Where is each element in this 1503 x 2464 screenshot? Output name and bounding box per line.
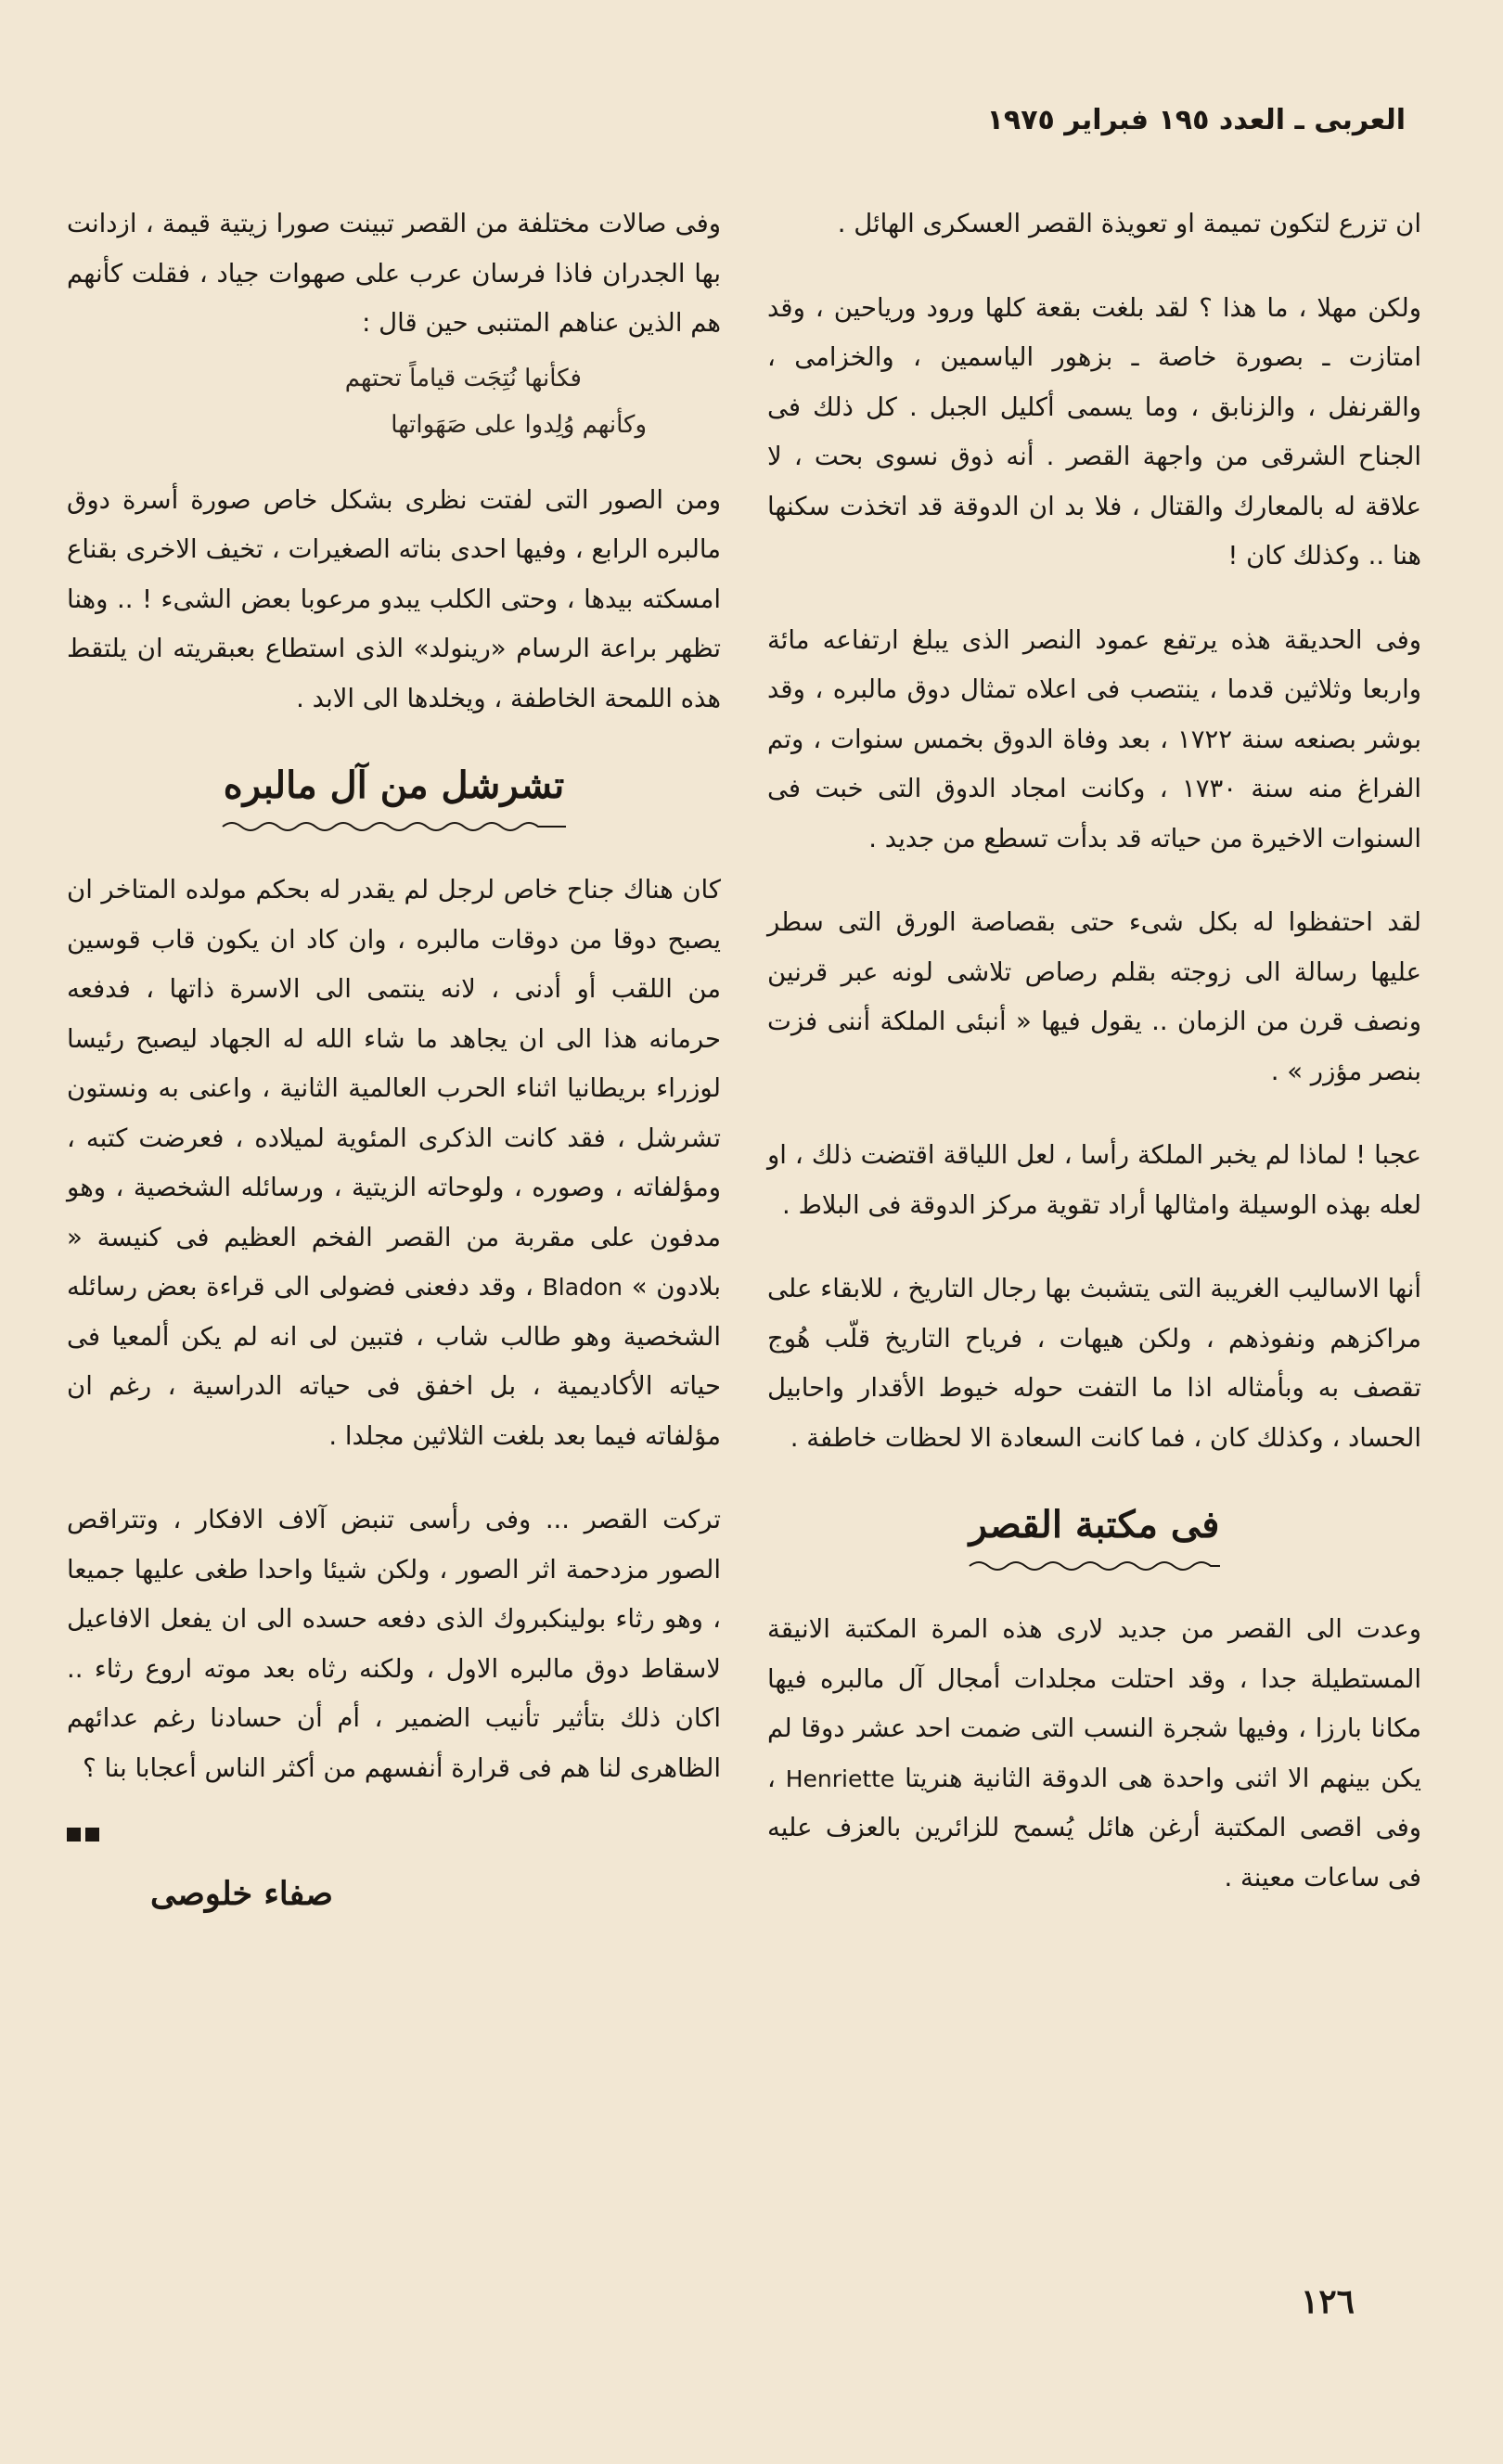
- paragraph: وفى الحديقة هذه يرتفع عمود النصر الذى يبلغ ارتفاعه مائة واربعا وثلاثين قدما ، ينتصب فى اعلاه تمثال دوق مالبره ، وقد بوشر بصنعه سنة ١٧٢٢ ، بعد وفاة الدوق بخمس سنوات ، وتم الفراغ منه سنة ١٧٣٠ ، وكانت امجاد الدوق التى خبت فى السنوات الاخيرة من حياته قد بدأت تسطع من جديد .: [767, 624, 1421, 853]
- verse-line: فكأنها نُتِجَت قياماً تحتهم: [344, 364, 582, 392]
- paragraph-text: كان هناك جناح خاص لرجل لم يقدر له بحكم مولده المتاخر ان يصبح دوقا من دوقات مالبره ، وان كاد ان يكون قاب قوسين من اللقب أو أدنى ، لانه ينتمى الى الاسرة ذاتها ، فدفعه حرمانه هذا الى ان يجاهد ما شاء الله له الجهاد ليصبح رئيسا لوزراء بريطانيا اثناء الحرب العالمية الثانية ، واعنى به ونستون تشرشل ، فقد كانت الذكرى المئوية لميلاده ، فعرضت كتبه ، ومؤلفاته ، وصوره ، ولوحاته الزيتية ، ورسائله الشخصية ، وهو مدفون على مقربة من القصر الفخم العظيم فى كنيسة « بلادون »: [67, 875, 722, 1302]
- paragraph-text: وعدت الى القصر من جديد لارى هذه المرة المكتبة الانيقة المستطيلة جدا ، وقد احتلت مجلدات أمجال آل مالبره فيها مكانا بارزا ، وفيها شجرة النسب التى ضمت احد عشر دوقا لم يكن بينهم الا اثنى واحدة هى الدوقة الثانية هنريتا: [767, 1614, 1421, 1793]
- latin-name: Bladon: [542, 1274, 623, 1301]
- paragraph: وفى صالات مختلفة من القصر تبينت صورا زيتية قيمة ، ازدانت بها الجدران فاذا فرسان عرب على صهوات جياد ، فقلت كأنهم هم الذين عناهم المتنبى حين قال :: [67, 209, 721, 338]
- square-icon: [85, 1828, 99, 1842]
- section-heading-churchill: تشرشل من آل مالبره: [223, 764, 565, 807]
- author-name: صفاء خلوصى: [150, 1875, 333, 1913]
- paragraph: ولكن مهلا ، ما هذا ؟ لقد بلغت بقعة كلها ورود ورياحين ، وقد امتازت ـ بصورة خاصة ـ بزهور الياسمين ، والخزامى ، والقرنفل ، والزنابق ، وما يسمى أكليل الجبل . كل ذلك فى الجناح الشرقى من واجهة القصر . أنه ذوق نسوى بحت ، لا علاقة له بالمعارك والقتال ، فلا بد ان الدوقة قد اتخذت سكنها هنا .. وكذلك كان !: [767, 292, 1421, 571]
- right-column: [767, 199, 1421, 1937]
- verse-line: وكأنهم وُلِدوا على صَهَواتها: [391, 410, 647, 439]
- section-heading-library: فى مكتبة القصر: [969, 1503, 1220, 1546]
- heading-swash-ornament: [965, 1557, 1225, 1575]
- paragraph: [767, 1605, 1421, 1903]
- paragraph: تركت القصر ... وفى رأسى تنبض آلاف الافكار ، وتتراقص الصور مزدحمة اثر الصور ، ولكن شيئا واحدا طغى عليها جميعا ، وهو رثاء بولينكبروك الذى دفعه حسده الى ان يفعل الافاعيل لاسقاط دوق مالبره الاول ، ولكنه رثاه بعد موته اروع رثاء .. اكان ذلك بتأثير تأنيب الضمير ، أم أن حسادنا رغم عدائهم الظاهرى لنا هم فى قرارة أنفسهم من أكثر الناس أعجابا بنا ؟: [67, 1505, 721, 1783]
- page-number: ١٢٦: [1300, 2282, 1355, 2321]
- left-column: [67, 199, 721, 1919]
- paragraph-text: ، وقد دفعنى فضولى الى قراءة بعض رسائله الشخصية وهو طالب شاب ، فتبين لى انه لم يكن ألمعيا فى حياته الأكاديمية ، بل اخفق فى حياته الدراسية ، رغم ان مؤلفاته فيما بعد بلغت الثلاثين مجلدا .: [67, 1272, 721, 1451]
- square-icon: [67, 1828, 81, 1842]
- paragraph: أنها الاساليب الغريبة التى يتشبث بها رجال التاريخ ، للابقاء على مراكزهم ونفوذهم ، ولكن هيهات ، فرياح التاريخ قلّب هُوج تقصف به وبأمثاله اذا ما التفت حوله خيوط الأقدار واحابيل الحساد ، وكذلك كان ، فما كانت السعادة الا لحظات خاطفة .: [767, 1274, 1421, 1453]
- paragraph: ومن الصور التى لفتت نظرى بشكل خاص صورة أسرة دوق مالبره الرابع ، وفيها احدى بناته الصغيرات ، تخيف الاخرى بقناع امسكته بيدها ، وحتى الكلب يبدو مرعوبا بعض الشىء ! .. وهنا تظهر براعة الرسام «رينولد» الذى استطاع بعبقريته ان يلتقط هذه اللمحة الخاطفة ، ويخلدها الى الابد .: [67, 484, 721, 713]
- paragraph: عجبا ! لماذا لم يخبر الملكة رأسا ، لعل اللياقة اقتضت ذلك ، او لعله بهذه الوسيلة وامثالها أراد تقوية مركز الدوقة فى البلاط .: [767, 1140, 1421, 1220]
- paragraph: لقد احتفظوا له بكل شىء حتى بقصاصة الورق التى سطر عليها رسالة الى زوجته بقلم رصاص تلاشى لونه عبر قرنين ونصف قرن من الزمان .. يقول فيها « أنبئى الملكة أننى فزت بنصر مؤزر » .: [767, 907, 1421, 1086]
- poetry-verse: [67, 355, 721, 448]
- paragraph-text: ، وفى اقصى المكتبة أرغن هائل يُسمح للزائرين بالعزف عليه فى ساعات معينة .: [767, 1763, 1421, 1893]
- paragraph: ان تزرع لتكون تميمة او تعويذة القصر العسكرى الهائل .: [837, 209, 1421, 238]
- running-header: العربى ـ العدد ١٩٥ فبراير ١٩٧٥: [986, 104, 1406, 136]
- end-of-article-mark: [67, 1828, 721, 1842]
- heading-swash-ornament: [218, 817, 571, 836]
- latin-name: Henriette: [785, 1765, 895, 1792]
- paragraph: [67, 866, 721, 1461]
